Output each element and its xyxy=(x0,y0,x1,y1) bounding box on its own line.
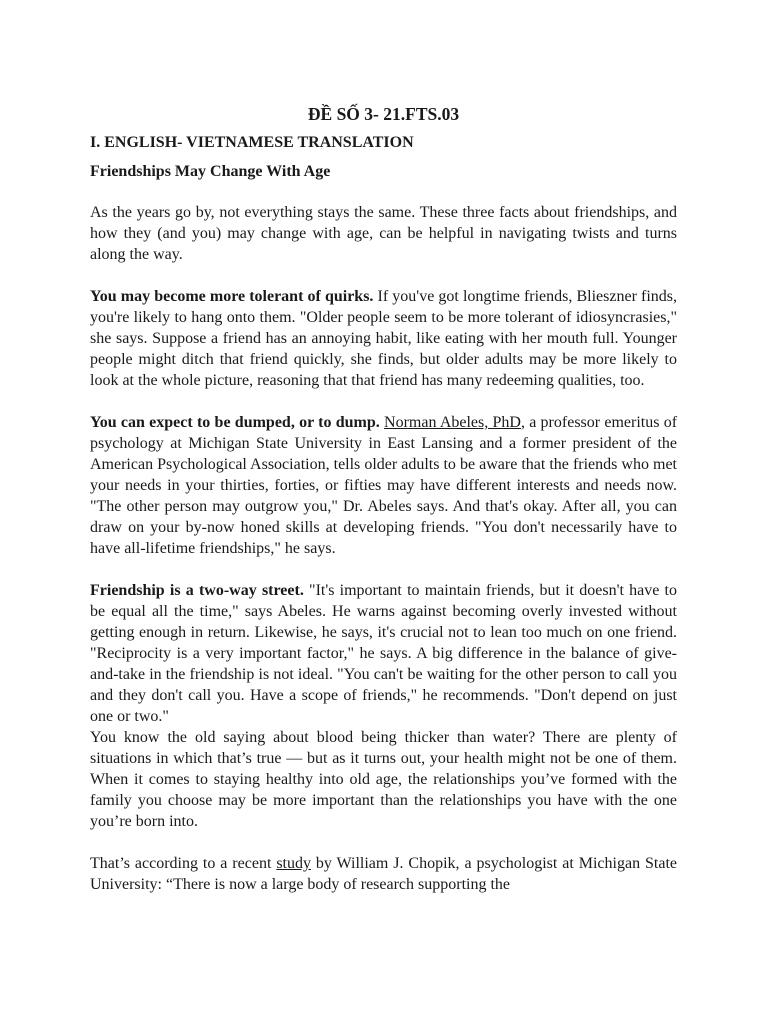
paragraph-2-text: If you've got longtime friends, Blieszner finds, you're likely to hang onto them. "Older people seem to be more tolerant of idiosyncrasies," she says. Suppose a friend has an annoying habit, like eating with her mouth full. Younger people might ditch that friend quickly, she finds, but older adults may be more likely to look at the whole picture, reasoning that that friend has many redeeming qualities, too. xyxy=(90,288,678,389)
paragraph-1: As the years go by, not everything stays the same. These three facts about friendships, and how they (and you) may change with age, can be helpful in navigating twists and turns along the way. xyxy=(90,204,677,263)
paragraph-3-text: , a professor emeritus of psychology at Michigan State University in East Lansing and a former president of the American Psychological Association, tells older adults to be aware that the friends who met your needs in your thirties, forties, or fifties may have different interests and needs now. "The other person may outgrow you," Dr. Abeles says. And that's okay. After all, you can draw on your by-now honed skills at developing friends. "You don't necessarily have to have all-lifetime friendships," he says. xyxy=(90,414,678,557)
paragraph-2-lead: You may become more tolerant of quirks. xyxy=(90,288,374,305)
paragraph-6 xyxy=(90,853,677,895)
paragraph-4 xyxy=(90,580,677,727)
paragraph-4-lead: Friendship is a two-way street. xyxy=(90,582,304,599)
paragraph-3-lead: You can expect to be dumped, or to dump. xyxy=(90,414,380,431)
paragraph-3 xyxy=(90,412,677,559)
study-link[interactable]: study xyxy=(276,855,311,872)
paragraph-4-text: "It's important to maintain friends, but it doesn't have to be equal all the time," says Abeles. He warns against becoming overly invested without getting enough in return. Likewise, he says, it's crucial not to lean too much on one friend. "Reciprocity is a very important factor," he says. A big difference in the balance of give-and-take in the friendship is not ideal. "You can't be waiting for the other person to call you and they don't call you. Have a scope of friends," he recommends. "Don't depend on just one or two." xyxy=(90,582,677,725)
article-title: Friendships May Change With Age xyxy=(90,163,331,180)
norman-abeles-link[interactable]: Norman Abeles, PhD xyxy=(384,414,521,431)
paragraph-5: You know the old saying about blood being thicker than water? There are plenty of situations in which that’s true — but as it turns out, your health might not be one of them. When it comes to staying healthy into old age, the relationships you’ve formed with the family you choose may be more important than the relationships you have with the one you’re born into. xyxy=(90,729,677,830)
article-body-part-1 xyxy=(90,202,677,895)
section-heading: I. ENGLISH- VIETNAMESE TRANSLATION xyxy=(90,134,414,151)
paragraph-2 xyxy=(90,286,677,391)
document-title: ĐỀ SỐ 3- 21.FTS.03 xyxy=(307,104,460,124)
paragraph-6-text: by William J. Chopik, a psychologist at Michigan State University: “There is now a large body of research supporting the xyxy=(90,855,677,893)
paragraph-6-pre: That’s according to a recent xyxy=(90,855,277,872)
